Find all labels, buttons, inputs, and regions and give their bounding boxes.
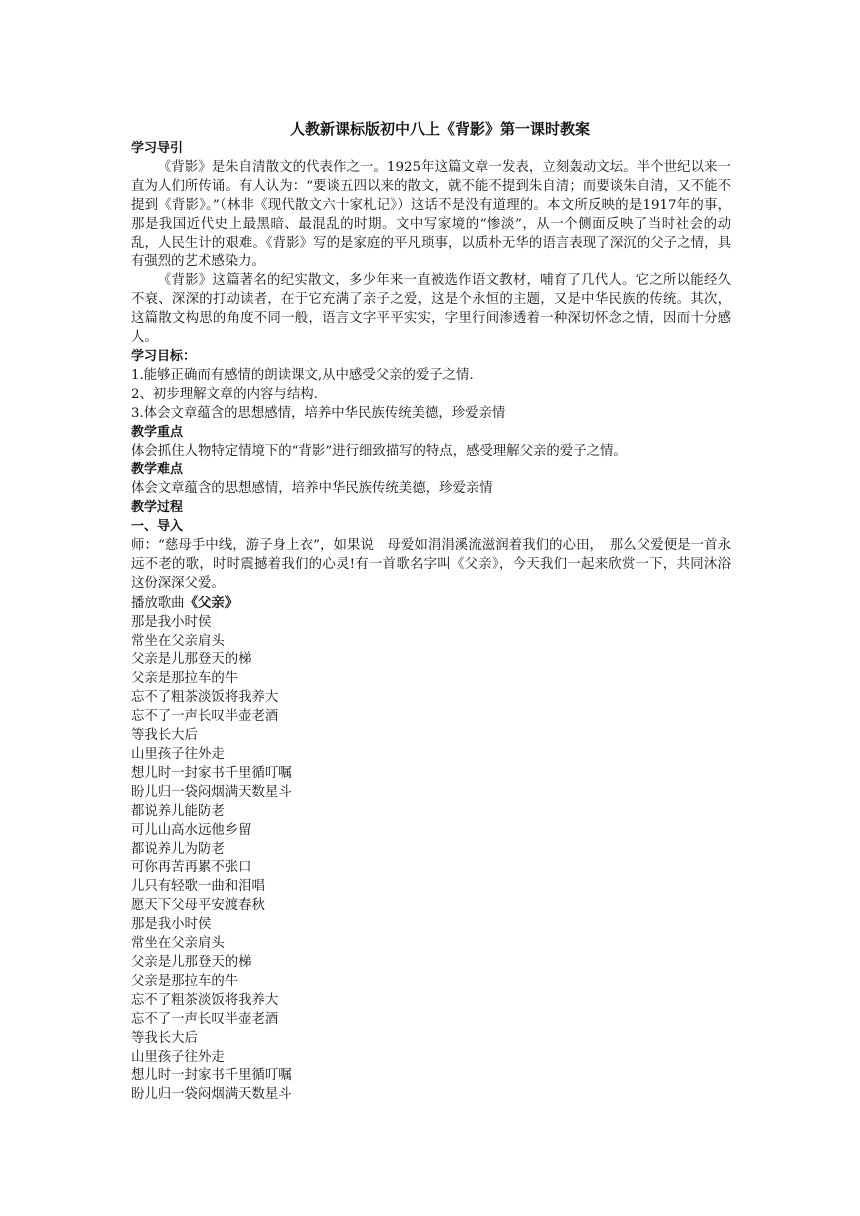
- lyric-line: 都说养儿为防老: [131, 841, 225, 857]
- lyric-line: 盼儿归一袋闷烟满天数星斗: [131, 784, 292, 800]
- document-title: 人教新课标版初中八上《背影》第一课时教案: [289, 120, 590, 138]
- lyric-line: 父亲是儿那登天的梯: [131, 652, 252, 668]
- lyric-line: 等我长大后: [131, 728, 198, 744]
- goal-item-3: 3.体会文章蕴含的思想感情，培养中华民族传统美德，珍爱亲情: [131, 405, 506, 421]
- lyric-line: 等我长大后: [131, 1030, 198, 1046]
- key-points-text: 体会抓住人物特定情境下的“背影”进行细致描写的特点，感受理解父亲的爱子之情。: [131, 443, 627, 459]
- lyric-line: 想儿时一封家书千里循叮嘱: [131, 765, 292, 781]
- song-name: 《父亲》: [184, 594, 239, 611]
- section-heading-key-points: 教学重点: [131, 424, 184, 440]
- guide-paragraph-2: 《背影》这篇著名的纪实散文，多少年来一直被选作语文教材，哺育了几代人。它之所以能经久不衰、深深的打动读者，在于它充满了亲子之爱，这是个永恒的主题，又是中华民族的传统。其次，这篇散文构思的角度不同一般，语言文字平平实实，字里行间渗透着一种深切怀念之情，因而十分感人。: [131, 273, 731, 346]
- section-heading-intro: 一、导入: [131, 519, 184, 535]
- document-page: [131, 118, 731, 1105]
- lyric-line: 父亲是那拉车的牛: [131, 671, 239, 687]
- lyric-line: 愿天下父母平安渡春秋: [131, 898, 265, 914]
- lyric-line: 父亲是儿那登天的梯: [131, 954, 252, 970]
- section-heading-difficulties: 教学难点: [131, 462, 184, 478]
- section-heading-goals: 学习目标：: [131, 348, 197, 364]
- lyric-line: 那是我小时侯: [131, 614, 212, 630]
- lyric-line: 盼儿归一袋闷烟满天数星斗: [131, 1087, 292, 1103]
- lyric-line: 忘不了粗茶淡饭将我养大: [131, 992, 279, 1008]
- lyric-line: 可你再苦再累不张口: [131, 860, 252, 876]
- lyric-line: 那是我小时侯: [131, 917, 212, 933]
- goal-item-2: 2、初步理解文章的内容与结构.: [131, 386, 318, 402]
- lyric-line: 山里孩子往外走: [131, 747, 225, 762]
- lyric-line: 都说养儿能防老: [131, 803, 225, 819]
- difficulties-text: 体会文章蕴含的思想感情，培养中华民族传统美德，珍爱亲情: [131, 481, 493, 497]
- lyric-line: 常坐在父亲肩头: [131, 936, 225, 952]
- lyric-line: 忘不了粗茶淡饭将我养大: [131, 690, 279, 706]
- intro-paragraph: 师：“慈母手中线，游子身上衣”，如果说 母爱如涓涓溪流滋润着我们的心田， 那么父爱便是一首永远不老的歌，时时震撼着我们的心灵!有一首歌名字叫《父亲》，今天我们一起来欣赏一下，共同沐浴这份深深父爱。: [131, 538, 731, 591]
- lyric-line: 父亲是那拉车的牛: [131, 973, 239, 989]
- section-heading-process: 教学过程: [131, 500, 184, 516]
- song-line: [131, 594, 731, 614]
- lyrics-list: [131, 614, 731, 1106]
- lyric-line: 常坐在父亲肩头: [131, 633, 225, 649]
- song-prefix: 播放歌曲: [131, 595, 185, 611]
- lyric-line: 可儿山高水远他乡留: [131, 822, 252, 838]
- guide-paragraph-1: 《背影》是朱自清散文的代表作之一。1925年这篇文章一发表，立刻轰动文坛。半个世纪以来一直为人们所传诵。有人认为：“要谈五四以来的散文，就不能不提到朱自清；而要谈朱自清，又不能不提到《背影》。”（林非《现代散文六十家札记》）这话不是没有道理的。本文所反映的是1917年的事，那是我国近代史上最黑暗、最混乱的时期。文中写家境的“惨淡”，从一个侧面反映了当时社会的动乱，人民生计的艰难。《背影》写的是家庭的平凡琐事，以质朴无华的语言表现了深沉的父子之情，具有强烈的艺术感染力。: [131, 159, 731, 270]
- lyric-line: 儿只有轻歌一曲和泪唱: [131, 879, 265, 895]
- lyric-line: 山里孩子往外走: [131, 1049, 225, 1065]
- lyric-line: 忘不了一声长叹半壶老酒: [131, 709, 279, 725]
- lyric-line: 想儿时一封家书千里循叮嘱: [131, 1068, 292, 1084]
- lyric-line: 忘不了一声长叹半壶老酒: [131, 1011, 279, 1027]
- goal-item-1: 1.能够正确而有感情的朗读课文,从中感受父亲的爱子之情.: [131, 367, 474, 383]
- section-heading-guide: 学习导引: [131, 141, 184, 156]
